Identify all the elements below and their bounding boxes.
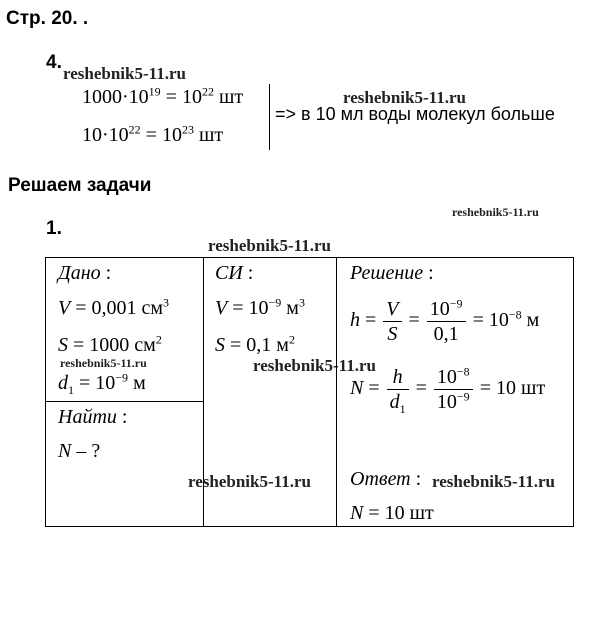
watermark: reshebnik5-11.ru: [343, 88, 466, 107]
task4-conclusion: => в 10 мл воды молекул больше: [275, 104, 555, 124]
answer-value: N = 10 шт: [350, 502, 434, 524]
find-value: N – ?: [58, 440, 101, 462]
section-title: Решаем задачи: [8, 175, 152, 196]
task4-number: 4.: [46, 52, 62, 73]
solution-count: N = $\frac{h}{d_1}$ = $\frac{10^{-8}}{10^{-9}}$ = 10 шт: [350, 364, 546, 416]
solution-height: h = $\frac{V}{S}$ = $\frac{10^{-9}}{0,1}$ = $10^{-8}$ м: [350, 296, 540, 345]
task4-line1: $1000\cdot 10^{19} = 10^{22}$ шт: [82, 84, 244, 108]
page-header: Стр. 20. .: [6, 8, 89, 29]
si-area: S = 0,1 $м^2$: [215, 332, 295, 356]
given-area: S = 1000 $см^2$: [58, 332, 162, 356]
watermark: reshebnik5-11.ru: [63, 64, 186, 83]
find-header: Найти :: [58, 406, 128, 428]
task1-number: 1.: [46, 218, 62, 239]
watermark: reshebnik5-11.ru: [432, 472, 555, 491]
watermark: reshebnik5-11.ru: [452, 205, 539, 219]
given-volume: V = 0,001 $см^3$: [58, 295, 170, 319]
table-divider: [336, 257, 337, 527]
watermark: reshebnik5-11.ru: [208, 236, 331, 255]
given-header: Дано :: [58, 262, 112, 284]
answer-header: Ответ :: [350, 468, 422, 490]
given-diameter: $d_1 = 10^{-9}$ м: [58, 370, 146, 397]
task4-bracket-line: [269, 84, 270, 150]
watermark: reshebnik5-11.ru: [60, 356, 147, 370]
task4-line2: $10\cdot 10^{22} = 10^{23}$ шт: [82, 122, 224, 146]
watermark: reshebnik5-11.ru: [188, 472, 311, 491]
si-header: СИ :: [215, 262, 254, 284]
si-volume: $V = 10^{-9}$ $м^3$: [215, 295, 305, 319]
watermark: reshebnik5-11.ru: [253, 356, 376, 375]
solution-header: Решение :: [350, 262, 434, 284]
table-divider: [45, 401, 204, 402]
